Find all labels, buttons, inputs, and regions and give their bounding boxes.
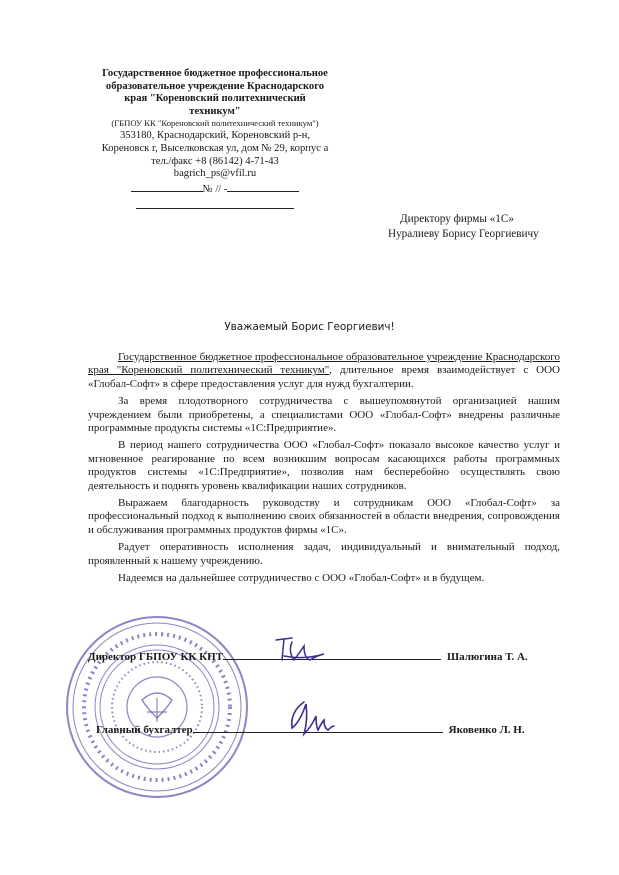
address-line-1: 353180, Краснодарский, Кореновский р-н, <box>119 130 311 142</box>
phone-fax: тел./факс +8 (86142) 4-71-43 <box>151 155 279 167</box>
org-name-line-2: образовательное учреждение Краснодарского <box>105 80 325 92</box>
addressee-position: Директору фирмы «1С» <box>400 213 514 225</box>
org-name-line-4: техникум" <box>189 105 241 117</box>
paragraph-1-org: Государственное бюджетное профессиональное образовательное учреждение Краснодарского края "Кореновский политехнический техникум" <box>88 351 560 377</box>
paragraph-1 <box>88 351 560 391</box>
director-name: Шалюгина Т. А. <box>447 651 528 663</box>
director-signature-line <box>223 650 441 660</box>
paragraph-3: В период нашего сотрудничества ООО «Глобал-Софт» показало высокое качество услуг и мгновенное реагирование по всем возникшим вопросам касающихся работы программных продуктов системы «1С:Предприятие», позволив нам бесперебойно осуществлять свою деятельность и поднять уровень квалификации наших сотрудников. <box>88 439 560 492</box>
paragraph-1-text: , длительное время взаимодействует с ООО «Глобал-Софт» в сфере предоставления услуг для нужд бухгалтерии. <box>88 364 560 390</box>
director-signature <box>270 634 330 670</box>
director-title: Директор ГБПОУ КК КПТ <box>88 651 224 663</box>
letter-body <box>88 351 560 590</box>
letterhead <box>80 68 350 214</box>
paragraph-5: Радует оперативность исполнения задач, индивидуальный и внимательный подход, проявленный к нашему учреждению. <box>88 541 560 567</box>
date-line <box>80 198 350 214</box>
accountant-name: Яковенко Л. Н. <box>448 724 525 736</box>
salutation: Уважаемый Борис Георгиевич! <box>224 321 395 333</box>
accountant-title: Главный бухгалтер <box>96 724 193 736</box>
paragraph-2: За время плодотворного сотрудничества с вышеупомянутой организацией нашим учреждением были приобретены, а специалистами ООО «Глобал-Софт» внедрены различные программные продукты системы «1С:Предприятие». <box>88 395 560 435</box>
email: bagrich_ps@vfil.ru <box>173 168 257 180</box>
paragraph-4: Выражаем благодарность руководству и сотрудникам ООО «Глобал-Софт» за профессиональный подход к выполнению своих обязанностей в области внедрения, сопровождения и обслуживания программных продуктов фирмы «1С». <box>88 497 560 536</box>
addressee-name: Нуралиеву Борису Георгиевичу <box>388 228 539 240</box>
org-name-line-3: края "Кореновский политехнический <box>124 93 306 105</box>
number-blank-right <box>227 181 299 192</box>
org-short-name: (ГБПОУ КК "Кореновский политехнический техникум") <box>111 118 319 129</box>
accountant-signature <box>286 696 340 740</box>
outgoing-number <box>80 181 350 197</box>
round-seal-icon <box>62 612 252 802</box>
addressee-block <box>388 212 588 242</box>
address-line-2: Кореновск г, Выселковская ул, дом № 29, корпус а <box>101 142 329 154</box>
date-blank <box>136 198 294 209</box>
paragraph-6: Надеемся на дальнейшее сотрудничество с ООО «Глобал-Софт» и в будущем. <box>118 572 485 585</box>
org-name-line-1: Государственное бюджетное профессиональное <box>102 68 328 79</box>
number-label: № // - <box>202 183 228 195</box>
number-blank-left <box>131 181 203 192</box>
